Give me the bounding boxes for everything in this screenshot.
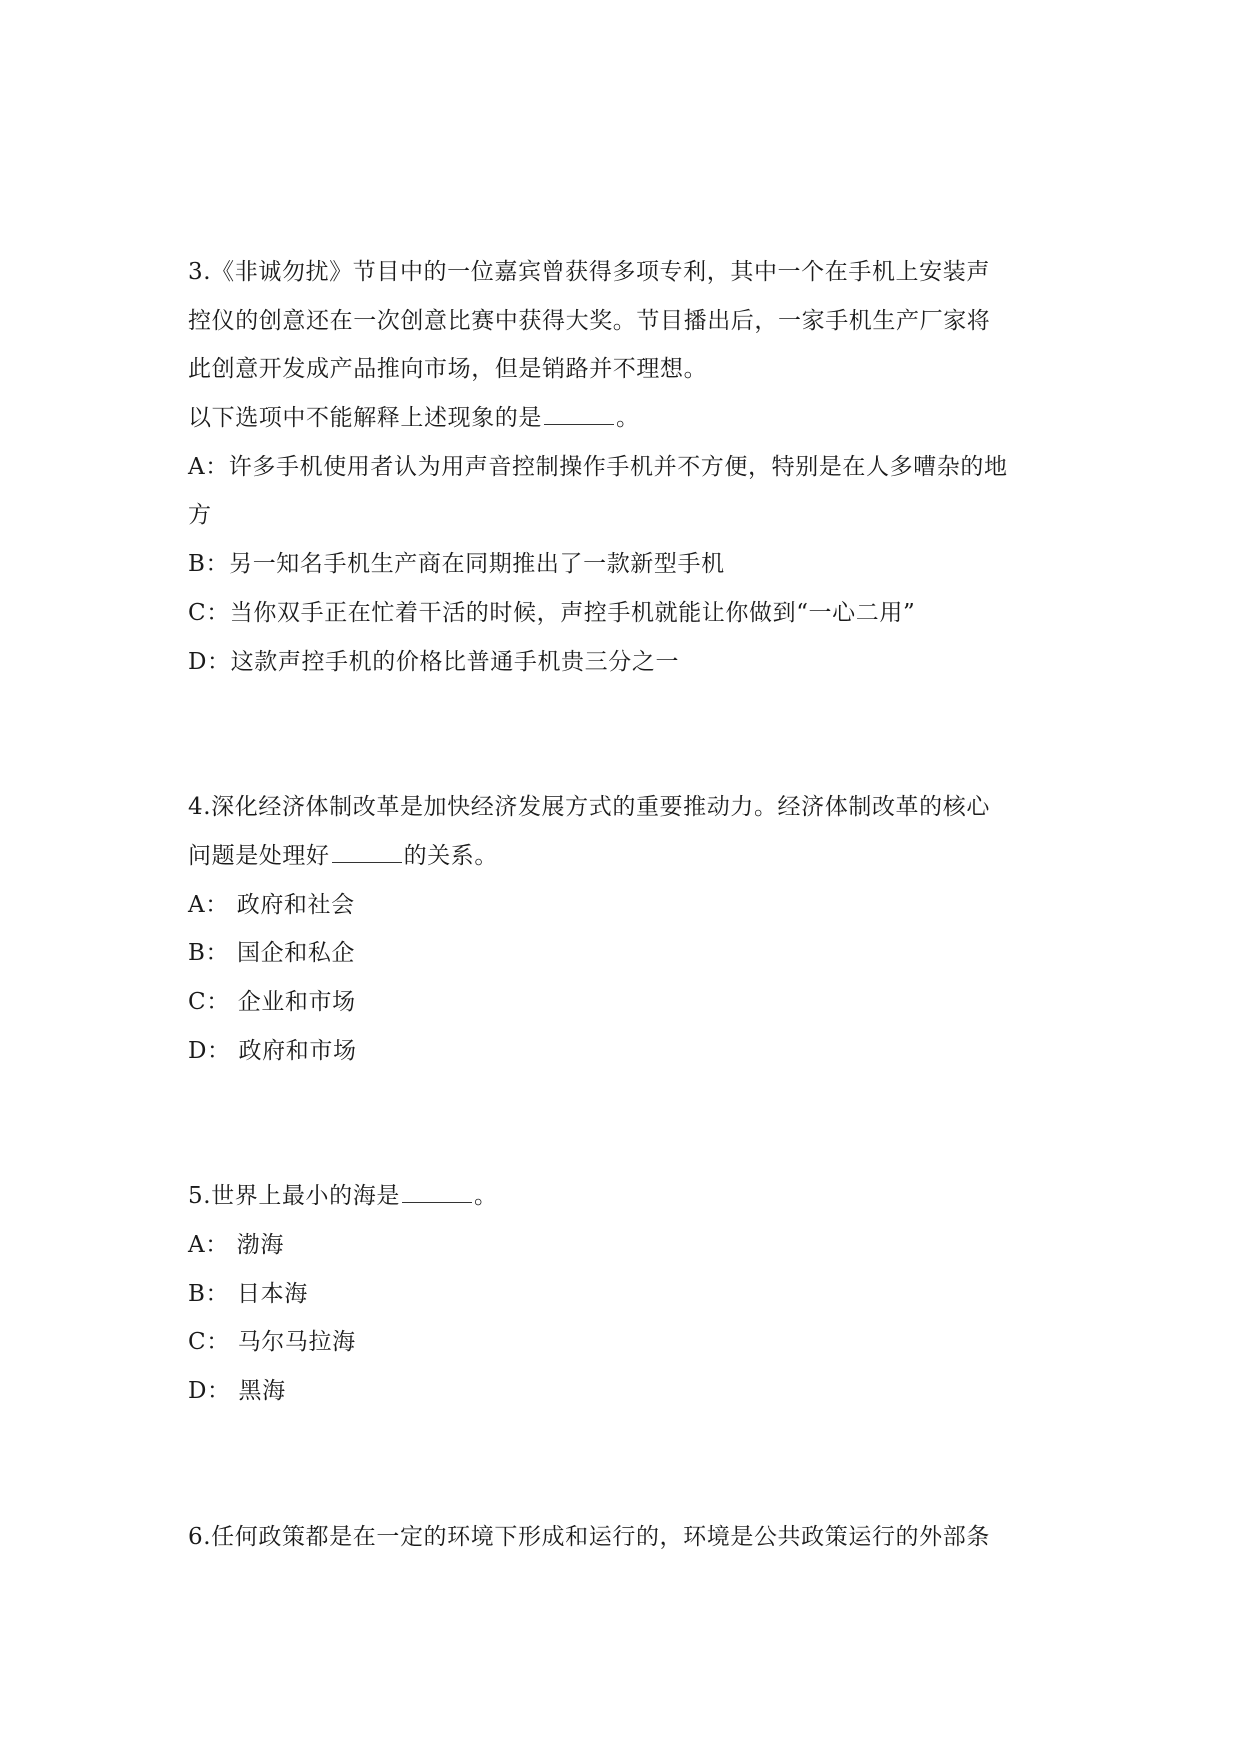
question-3 (188, 248, 1048, 686)
question-3-option-d: D：这款声控手机的价格比普通手机贵三分之一 (188, 648, 680, 675)
question-list (188, 248, 1048, 1561)
question-4-prompt-end: 的关系。 (403, 842, 499, 869)
question-3-stem-line-1: 3.《非诚勿扰》节目中的一位嘉宾曾获得多项专利，其中一个在手机上安装声 (188, 259, 990, 285)
question-3-option-a-continued: 方 (188, 502, 212, 529)
question-3-option-b: B：另一知名手机生产商在同期推出了一款新型手机 (188, 551, 725, 578)
question-3-option-a: A：许多手机使用者认为用声音控制操作手机并不方便，特别是在人多嘈杂的地 (188, 453, 1008, 480)
question-5-prompt-end: 。 (473, 1183, 498, 1210)
question-spacer (188, 686, 1048, 783)
answer-blank (544, 404, 614, 425)
question-6 (188, 1513, 1048, 1562)
answer-blank (332, 842, 402, 863)
question-spacer (188, 1075, 1048, 1172)
question-5-option-c: C： 马尔马拉海 (188, 1329, 356, 1356)
question-4-option-a: A： 政府和社会 (188, 891, 355, 918)
question-5-option-d: D： 黑海 (188, 1378, 286, 1405)
question-5 (188, 1172, 1048, 1415)
question-4-option-c: C： 企业和市场 (188, 988, 356, 1015)
question-5-option-b: B： 日本海 (188, 1280, 308, 1307)
question-4-option-b: B： 国企和私企 (188, 940, 356, 967)
question-6-stem-line-1: 6.任何政策都是在一定的环境下形成和运行的，环境是公共政策运行的外部条 (188, 1523, 990, 1550)
question-3-stem-line-3: 此创意开发成产品推向市场，但是销路并不理想。 (188, 356, 708, 383)
question-3-stem-line-2: 控仪的创意还在一次创意比赛中获得大奖。节目播出后，一家手机生产厂家将 (188, 307, 991, 334)
question-5-prompt-text: 5.世界上最小的海是 (188, 1183, 400, 1210)
question-4-stem-line-1: 4.深化经济体制改革是加快经济发展方式的重要推动力。经济体制改革的核心 (188, 794, 990, 821)
question-3-prompt-end: 。 (616, 405, 640, 432)
question-4-prompt (188, 832, 1048, 881)
question-3-option-c: C：当你双手正在忙着干活的时候，声控手机就能让你做到“一心二用” (188, 599, 916, 626)
question-5-prompt (188, 1172, 1048, 1221)
answer-blank (402, 1182, 472, 1203)
question-spacer (188, 1416, 1048, 1513)
question-4-option-d: D： 政府和市场 (188, 1037, 357, 1064)
question-5-option-a: A： 渤海 (188, 1232, 284, 1258)
question-3-prompt (188, 394, 1048, 443)
question-4-prompt-text: 问题是处理好 (188, 842, 330, 869)
question-3-prompt-text: 以下选项中不能解释上述现象的是 (188, 405, 542, 432)
question-4 (188, 783, 1048, 1075)
